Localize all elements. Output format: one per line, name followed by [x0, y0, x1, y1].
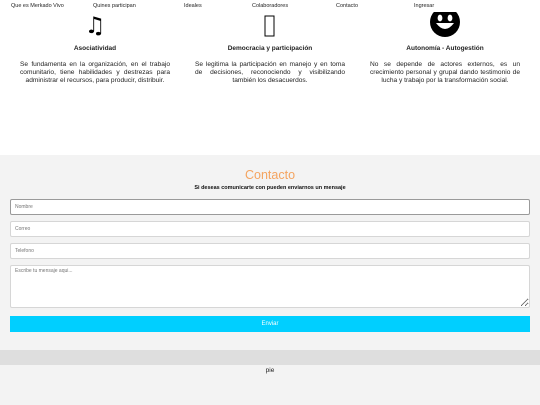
top-nav [0, 0, 540, 12]
nav-ingresar[interactable]: Ingresar [414, 3, 435, 9]
footer [0, 365, 540, 405]
contact-subtitle: Si deseas comunicarte con pueden enviarnos un mensaje [194, 185, 346, 191]
feature-text: No se depende de actores externos, es un crecimiento personal y grupal dando testimonio de lucha y trabajo por la transformación social. [370, 61, 520, 84]
message-field[interactable] [10, 265, 530, 308]
feature-title: Democracia y participación [227, 45, 313, 52]
nav-contacto[interactable]: Contacto [336, 3, 359, 9]
contact-title: Contacto [244, 168, 296, 182]
feature-text: Se legitima la participación en manejo y en toma de decisiones, reconociendo y visibilizando también los desacuerdos. [195, 61, 345, 84]
feature-democracia [195, 0, 345, 85]
contact-section [0, 155, 540, 350]
feature-asociatividad [20, 0, 170, 85]
footer-bar [0, 350, 540, 365]
nav-ideales[interactable]: Ideales [184, 3, 202, 9]
footer-label: pie [265, 367, 275, 374]
email-field[interactable] [10, 221, 530, 237]
feature-text: Se fundamenta en la organización, en el trabajo comunitario, tiene habilidades y destrezas para administrar el recursos, para producir, distribuir. [20, 61, 170, 84]
nav-quienes-participan[interactable]: Quines participan [93, 3, 136, 9]
phone-field[interactable] [10, 243, 530, 259]
nav-colaboradores[interactable]: Colaboradores [252, 3, 289, 9]
ideals-section [0, 0, 540, 155]
send-button[interactable]: Enviar [10, 316, 530, 332]
name-field[interactable] [10, 199, 530, 215]
music-note-icon: ♫ [84, 13, 106, 39]
feature-autonomia [370, 0, 520, 85]
feature-title: Asociatividad [73, 45, 117, 52]
nav-que-es[interactable]: Que es Merkado Vivo [11, 3, 64, 9]
feature-title: Autonomía - Autogestión [406, 45, 484, 52]
